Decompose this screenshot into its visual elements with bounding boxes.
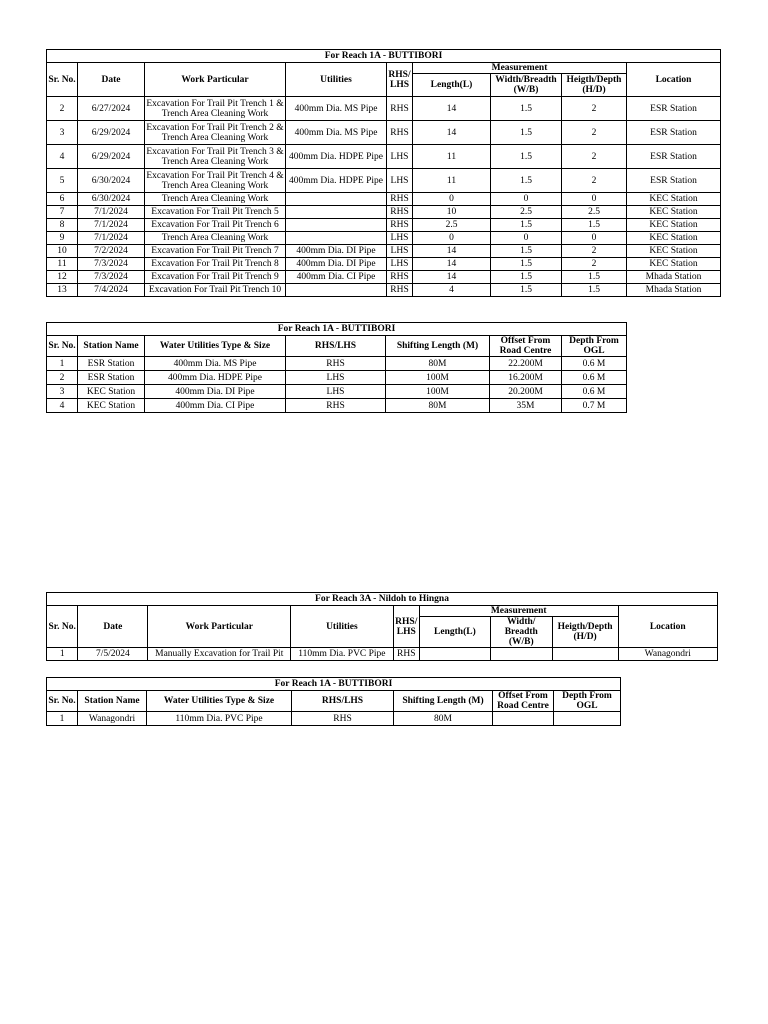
cell-date: 7/1/2024 xyxy=(78,232,145,245)
table-row xyxy=(47,648,718,661)
cell-h: 2 xyxy=(562,258,627,271)
cell-h: 2 xyxy=(562,121,627,145)
col-depth: Depth From OGL xyxy=(562,336,627,357)
cell-side: LHS xyxy=(387,258,413,271)
reach-3a-utilities-table xyxy=(46,677,621,726)
cell-h: 0 xyxy=(562,193,627,206)
cell-date: 7/2/2024 xyxy=(78,245,145,258)
cell-work: Trench Area Cleaning Work xyxy=(145,232,286,245)
cell-loc: ESR Station xyxy=(627,121,721,145)
col-date: Date xyxy=(78,606,148,648)
cell-shift: 80M xyxy=(394,712,493,726)
cell-depth: 0.6 M xyxy=(562,385,627,399)
cell-side: RHS xyxy=(387,271,413,284)
cell-h: 2 xyxy=(562,169,627,193)
cell-loc: KEC Station xyxy=(627,245,721,258)
col-date: Date xyxy=(78,63,145,97)
table-row xyxy=(47,232,721,245)
cell-date: 6/29/2024 xyxy=(78,121,145,145)
cell-l: 14 xyxy=(413,271,491,284)
cell-work: Excavation For Trail Pit Trench 5 xyxy=(145,206,286,219)
cell-util xyxy=(286,219,387,232)
cell-w: 1.5 xyxy=(491,121,562,145)
col-height: Heigth/Depth (H/D) xyxy=(552,617,618,648)
cell-l: 14 xyxy=(413,258,491,271)
cell-l: 10 xyxy=(413,206,491,219)
cell-util: 400mm Dia. DI Pipe xyxy=(286,258,387,271)
cell-sr: 1 xyxy=(47,357,78,371)
cell-l: 0 xyxy=(413,232,491,245)
cell-h: 1.5 xyxy=(562,284,627,297)
cell-work: Excavation For Trail Pit Trench 8 xyxy=(145,258,286,271)
cell-w: 1.5 xyxy=(491,271,562,284)
cell-side: RHS xyxy=(387,284,413,297)
table-row xyxy=(47,169,721,193)
cell-loc: ESR Station xyxy=(627,97,721,121)
cell-work: Excavation For Trail Pit Trench 9 xyxy=(145,271,286,284)
col-width: Width/ Breadth (W/B) xyxy=(490,617,552,648)
col-work-particular: Work Particular xyxy=(145,63,286,97)
cell-l: 14 xyxy=(413,245,491,258)
cell-side: RHS xyxy=(387,193,413,206)
cell-l: 14 xyxy=(413,97,491,121)
cell-h: 2 xyxy=(562,245,627,258)
col-sr-no: Sr. No. xyxy=(47,691,78,712)
cell-sr: 7 xyxy=(47,206,78,219)
col-rhs-lhs: RHS/ LHS xyxy=(387,63,413,97)
cell-date: 7/1/2024 xyxy=(78,206,145,219)
cell-l: 11 xyxy=(413,145,491,169)
table-row xyxy=(47,371,627,385)
cell-side: RHS xyxy=(286,399,386,413)
cell-loc: KEC Station xyxy=(627,206,721,219)
cell-station: KEC Station xyxy=(78,399,145,413)
cell-sr: 4 xyxy=(47,145,78,169)
cell-depth: 0.6 M xyxy=(562,357,627,371)
col-rhs-lhs: RHS/LHS xyxy=(286,336,386,357)
cell-h: 1.5 xyxy=(562,219,627,232)
cell-w: 0 xyxy=(491,193,562,206)
cell-w: 0 xyxy=(491,232,562,245)
cell-work: Excavation For Trail Pit Trench 6 xyxy=(145,219,286,232)
table-title: For Reach 1A - BUTTIBORI xyxy=(47,323,627,336)
cell-shift: 80M xyxy=(386,399,490,413)
cell-l: 0 xyxy=(413,193,491,206)
col-station-name: Station Name xyxy=(78,336,145,357)
col-measurement: Measurement xyxy=(419,606,618,617)
cell-work: Excavation For Trail Pit Trench 2 & Trench Area Cleaning Work xyxy=(146,122,284,143)
reach-1a-work-table xyxy=(46,49,721,297)
table-row xyxy=(47,97,721,121)
cell-w: 1.5 xyxy=(491,97,562,121)
cell-station: ESR Station xyxy=(78,371,145,385)
cell-sr: 12 xyxy=(47,271,78,284)
col-sr-no: Sr. No. xyxy=(47,336,78,357)
cell-side: RHS xyxy=(393,648,419,661)
cell-depth: 0.6 M xyxy=(562,371,627,385)
cell-date: 7/4/2024 xyxy=(78,284,145,297)
cell-loc: Wanagondri xyxy=(618,648,717,661)
cell-loc: KEC Station xyxy=(627,232,721,245)
table-row xyxy=(47,399,627,413)
col-offset: Offset From Road Centre xyxy=(493,691,554,712)
col-station-name: Station Name xyxy=(78,691,147,712)
cell-w: 1.5 xyxy=(491,258,562,271)
cell-sr: 2 xyxy=(47,97,78,121)
cell-util xyxy=(286,284,387,297)
cell-util: 400mm Dia. HDPE Pipe xyxy=(286,169,387,193)
cell-shift: 100M xyxy=(386,385,490,399)
cell-util xyxy=(286,206,387,219)
cell-l: 4 xyxy=(413,284,491,297)
cell-type: 110mm Dia. PVC Pipe xyxy=(147,712,292,726)
cell-date: 7/3/2024 xyxy=(78,258,145,271)
cell-sr: 5 xyxy=(47,169,78,193)
cell-side: RHS xyxy=(387,121,413,145)
col-width: Width/Breadth (W/B) xyxy=(491,74,562,97)
col-height: Heigth/Depth (H/D) xyxy=(562,74,627,97)
cell-work: Excavation For Trail Pit Trench 3 & Trench Area Cleaning Work xyxy=(146,146,284,167)
cell-loc: KEC Station xyxy=(627,258,721,271)
table-row xyxy=(47,193,721,206)
table-row xyxy=(47,712,621,726)
col-location: Location xyxy=(618,606,717,648)
cell-side: RHS xyxy=(286,357,386,371)
cell-side: LHS xyxy=(286,371,386,385)
cell-type: 400mm Dia. CI Pipe xyxy=(145,399,286,413)
table-row xyxy=(47,121,721,145)
cell-h: 2 xyxy=(562,97,627,121)
cell-depth: 0.7 M xyxy=(562,399,627,413)
cell-sr: 3 xyxy=(47,121,78,145)
cell-w: 1.5 xyxy=(491,284,562,297)
cell-sr: 4 xyxy=(47,399,78,413)
cell-sr: 9 xyxy=(47,232,78,245)
col-rhs-lhs: RHS/ LHS xyxy=(393,606,419,648)
cell-util: 400mm Dia. HDPE Pipe xyxy=(286,145,387,169)
cell-date: 6/30/2024 xyxy=(78,193,145,206)
cell-w: 1.5 xyxy=(491,145,562,169)
cell-station: Wanagondri xyxy=(78,712,147,726)
col-location: Location xyxy=(627,63,721,97)
cell-work: Excavation For Trail Pit Trench 10 xyxy=(145,284,286,297)
col-depth: Depth From OGL xyxy=(554,691,621,712)
col-utilities: Utilities xyxy=(291,606,393,648)
cell-w: 2.5 xyxy=(491,206,562,219)
cell-h: 0 xyxy=(562,232,627,245)
cell-station: ESR Station xyxy=(78,357,145,371)
cell-w xyxy=(490,648,552,661)
cell-side: LHS xyxy=(387,232,413,245)
cell-side: RHS xyxy=(387,97,413,121)
cell-util: 110mm Dia. PVC Pipe xyxy=(291,648,393,661)
cell-work: Excavation For Trail Pit Trench 1 & Trench Area Cleaning Work xyxy=(146,98,284,119)
cell-side: LHS xyxy=(387,145,413,169)
cell-work: Excavation For Trail Pit Trench 4 & Trench Area Cleaning Work xyxy=(146,170,284,191)
col-length: Length(L) xyxy=(419,617,490,648)
cell-l: 11 xyxy=(413,169,491,193)
cell-work: Excavation For Trail Pit Trench 7 xyxy=(145,245,286,258)
col-shifting-length: Shifting Length (M) xyxy=(386,336,490,357)
cell-w: 1.5 xyxy=(491,169,562,193)
cell-loc: ESR Station xyxy=(627,145,721,169)
table-row xyxy=(47,258,721,271)
cell-date: 6/29/2024 xyxy=(78,145,145,169)
table-row xyxy=(47,219,721,232)
cell-side: RHS xyxy=(387,206,413,219)
cell-sr: 6 xyxy=(47,193,78,206)
cell-l: 14 xyxy=(413,121,491,145)
col-length: Length(L) xyxy=(413,74,491,97)
cell-offset xyxy=(493,712,554,726)
col-shifting-length: Shifting Length (M) xyxy=(394,691,493,712)
cell-sr: 13 xyxy=(47,284,78,297)
table-row xyxy=(47,245,721,258)
col-offset: Offset From Road Centre xyxy=(490,336,562,357)
cell-sr: 10 xyxy=(47,245,78,258)
cell-side: LHS xyxy=(387,169,413,193)
cell-loc: Mhada Station xyxy=(627,284,721,297)
cell-side: LHS xyxy=(286,385,386,399)
cell-sr: 2 xyxy=(47,371,78,385)
cell-date: 6/27/2024 xyxy=(78,97,145,121)
cell-type: 400mm Dia. MS Pipe xyxy=(145,357,286,371)
reach-1a-utilities-table xyxy=(46,322,627,413)
cell-sr: 11 xyxy=(47,258,78,271)
cell-sr: 8 xyxy=(47,219,78,232)
col-sr-no: Sr. No. xyxy=(47,606,78,648)
cell-util: 400mm Dia. CI Pipe xyxy=(286,271,387,284)
table-row xyxy=(47,284,721,297)
cell-loc: Mhada Station xyxy=(627,271,721,284)
col-sr-no: Sr. No. xyxy=(47,63,78,97)
table-title: For Reach 1A - BUTTIBORI xyxy=(47,678,621,691)
col-work-particular: Work Particular xyxy=(148,606,291,648)
cell-work: Manually Excavation for Trail Pit xyxy=(148,648,291,661)
cell-side: LHS xyxy=(387,245,413,258)
cell-util: 400mm Dia. MS Pipe xyxy=(286,97,387,121)
cell-depth xyxy=(554,712,621,726)
table-title: For Reach 1A - BUTTIBORI xyxy=(47,50,721,63)
cell-h: 2 xyxy=(562,145,627,169)
cell-side: RHS xyxy=(292,712,394,726)
cell-w: 1.5 xyxy=(491,219,562,232)
cell-l xyxy=(419,648,490,661)
table-title: For Reach 3A - Nildoh to Hingna xyxy=(47,593,718,606)
reach-3a-work-table xyxy=(46,592,718,661)
table-row xyxy=(47,271,721,284)
cell-offset: 35M xyxy=(490,399,562,413)
cell-loc: ESR Station xyxy=(627,169,721,193)
cell-offset: 20.200M xyxy=(490,385,562,399)
cell-station: KEC Station xyxy=(78,385,145,399)
cell-sr: 1 xyxy=(47,648,78,661)
cell-util xyxy=(286,232,387,245)
cell-offset: 22.200M xyxy=(490,357,562,371)
table-body xyxy=(47,712,621,726)
table-row xyxy=(47,206,721,219)
cell-shift: 100M xyxy=(386,371,490,385)
cell-date: 7/1/2024 xyxy=(78,219,145,232)
cell-date: 6/30/2024 xyxy=(78,169,145,193)
cell-shift: 80M xyxy=(386,357,490,371)
cell-w: 1.5 xyxy=(491,245,562,258)
cell-util: 400mm Dia. MS Pipe xyxy=(286,121,387,145)
col-utilities: Utilities xyxy=(286,63,387,97)
col-utility-type: Water Utilities Type & Size xyxy=(145,336,286,357)
col-rhs-lhs: RHS/LHS xyxy=(292,691,394,712)
cell-h xyxy=(552,648,618,661)
col-measurement: Measurement xyxy=(413,63,627,74)
cell-h: 2.5 xyxy=(562,206,627,219)
cell-offset: 16.200M xyxy=(490,371,562,385)
cell-type: 400mm Dia. DI Pipe xyxy=(145,385,286,399)
table-row xyxy=(47,385,627,399)
table-row xyxy=(47,357,627,371)
cell-date: 7/5/2024 xyxy=(78,648,148,661)
cell-type: 400mm Dia. HDPE Pipe xyxy=(145,371,286,385)
cell-sr: 1 xyxy=(47,712,78,726)
cell-loc: KEC Station xyxy=(627,219,721,232)
table-body xyxy=(47,357,627,413)
table-row xyxy=(47,145,721,169)
cell-date: 7/3/2024 xyxy=(78,271,145,284)
cell-side: RHS xyxy=(387,219,413,232)
cell-h: 1.5 xyxy=(562,271,627,284)
cell-work: Trench Area Cleaning Work xyxy=(145,193,286,206)
table-body xyxy=(47,97,721,297)
cell-sr: 3 xyxy=(47,385,78,399)
cell-loc: KEC Station xyxy=(627,193,721,206)
col-utility-type: Water Utilities Type & Size xyxy=(147,691,292,712)
cell-util: 400mm Dia. DI Pipe xyxy=(286,245,387,258)
cell-util xyxy=(286,193,387,206)
table-body xyxy=(47,648,718,661)
cell-l: 2.5 xyxy=(413,219,491,232)
